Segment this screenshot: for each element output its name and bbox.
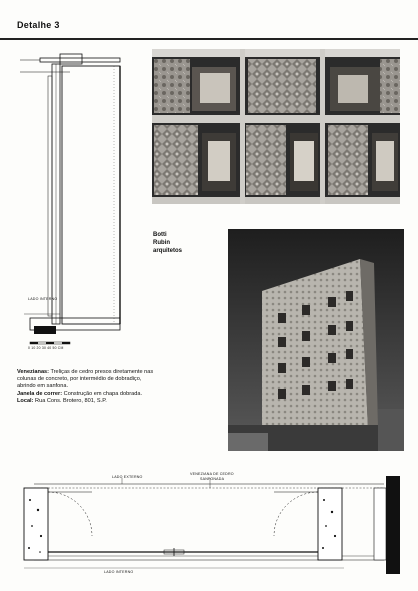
caption-local-text: Rua Cons. Brotero, 801, S.P.	[33, 397, 107, 404]
section-drawing	[10, 46, 130, 366]
plan-drawing	[14, 470, 406, 580]
section-label-lado-interno: LADO INTERNO	[28, 297, 58, 301]
credit-line-2: Rubin	[153, 240, 170, 246]
plan-label-veneziana-2: SANFONADA	[200, 477, 225, 481]
architects-credits	[153, 231, 182, 255]
caption-janela-text: Construção em chapa dobrada.	[62, 390, 143, 397]
caption-venezianas-line-1	[17, 369, 217, 376]
plan-label-lado-interno: LADO INTERNO	[104, 570, 134, 574]
caption-venezianas-text-3: abrindo em sanfona.	[17, 383, 68, 390]
plan-label-lado-externo: LADO EXTERNO	[112, 475, 143, 479]
header-rule	[0, 38, 418, 40]
credit-line-3: arquitetos	[153, 248, 183, 254]
caption-venezianas-text-2: colunas de concreto, por intermédio de dobradiço,	[17, 376, 142, 383]
scale-label: 0 10 20 30 40 50 CM	[28, 346, 64, 350]
caption-block	[17, 369, 217, 405]
building-perspective-photo	[228, 229, 404, 451]
caption-local-line	[17, 398, 217, 405]
plan-label-veneziana: VENEZIANA DE CEDRO	[190, 472, 234, 476]
page-title: Detalhe 3	[17, 20, 60, 30]
credit-line-1: Botti	[153, 232, 167, 238]
caption-janela-term: Janela de correr:	[17, 390, 63, 397]
caption-local-term: Local:	[17, 397, 34, 404]
facade-shutters-photo	[152, 49, 400, 204]
caption-janela-line	[17, 391, 217, 398]
caption-venezianas-text-1: Treliças de cedro presos diretamente nas	[49, 369, 154, 375]
caption-venezianas-term: Venezianas:	[17, 369, 50, 375]
